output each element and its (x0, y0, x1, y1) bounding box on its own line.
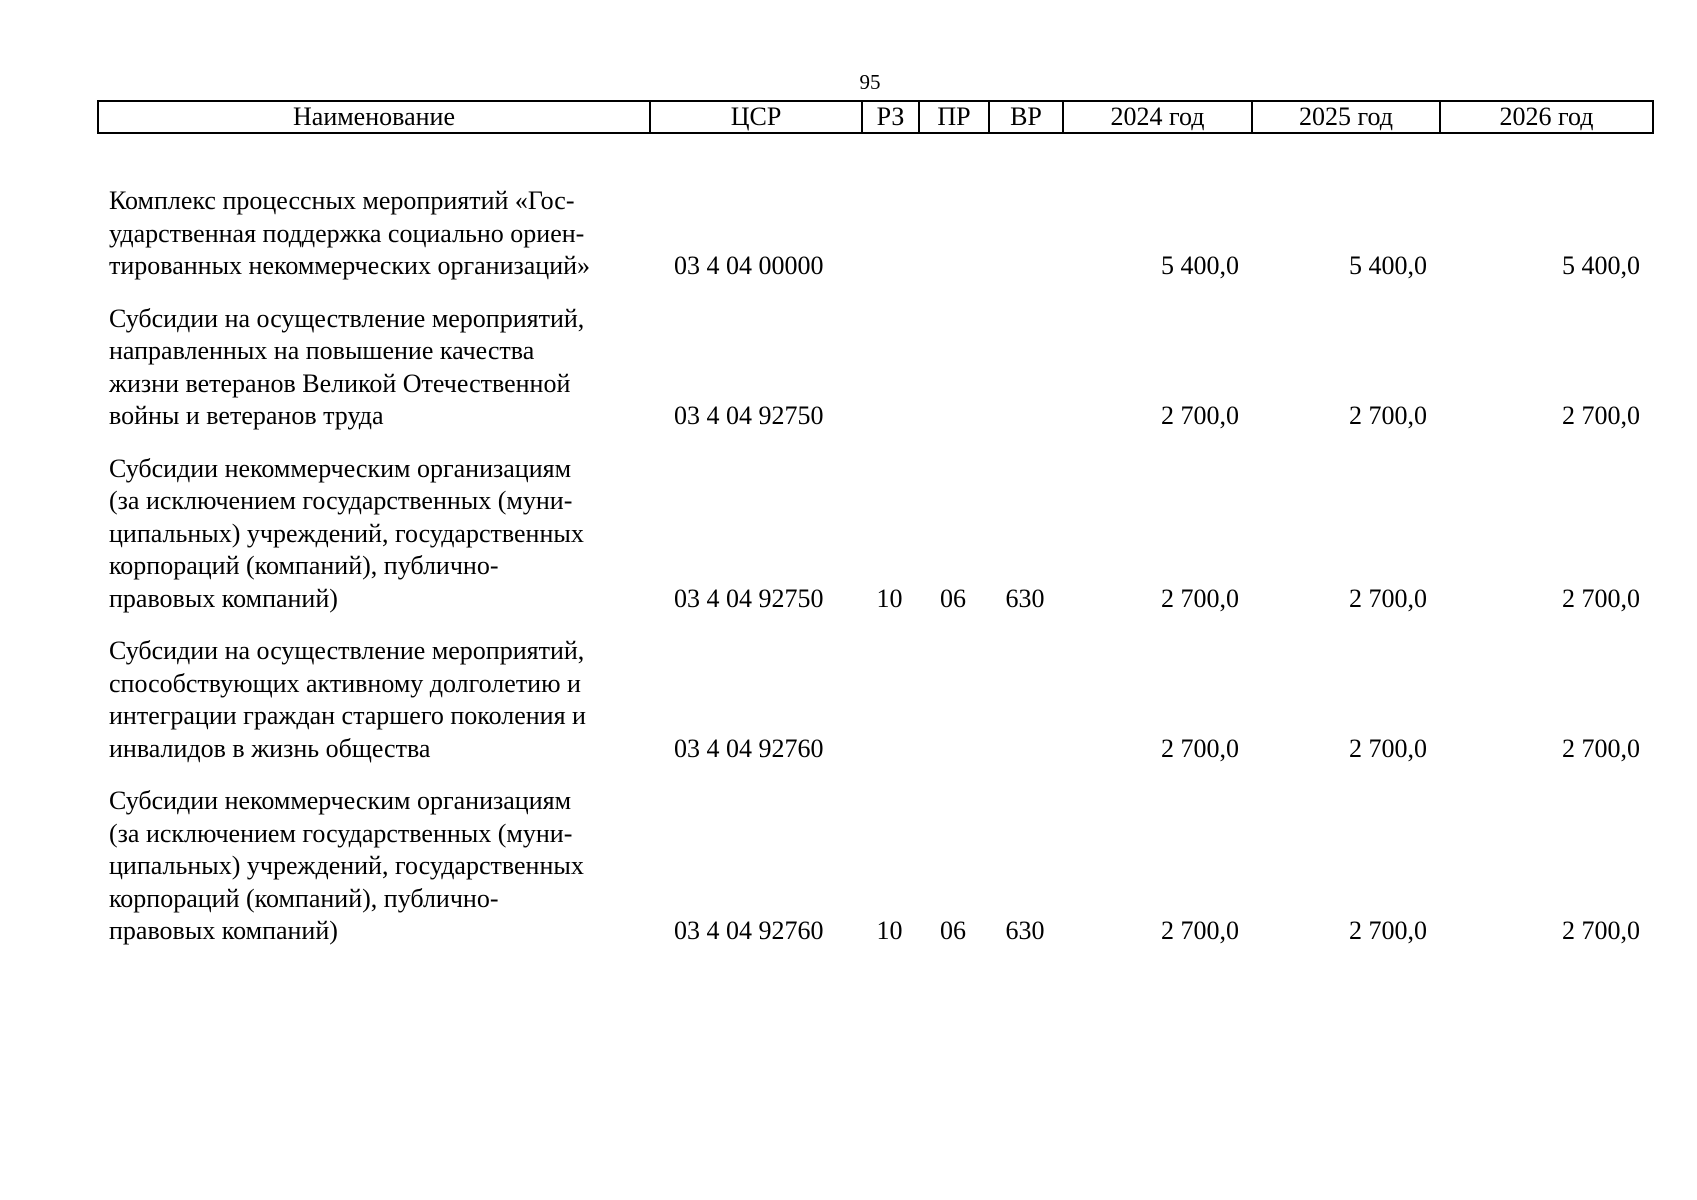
row-rz (861, 635, 918, 785)
header-name: Наименование (98, 101, 650, 133)
row-amount-2026: 2 700,0 (1562, 401, 1640, 430)
row-name-line: (за исключением государственных (муни- (109, 486, 573, 515)
row-name-line: (за исключением государственных (муни- (109, 818, 573, 848)
header-csr: ЦСР (650, 101, 862, 133)
row-amount-2024: 2 700,0 (1161, 916, 1239, 945)
row-name-line: Субсидии на осуществление мероприятий, (109, 303, 585, 333)
row-name (97, 453, 649, 636)
row-name-line: корпораций (компаний), публично- (109, 883, 499, 913)
row-name-line: войны и ветеранов труда (109, 401, 384, 430)
row-name-line: корпораций (компаний), публично- (109, 551, 499, 580)
header-2025: 2025 год (1252, 101, 1440, 133)
row-amount-2025: 2 700,0 (1349, 401, 1427, 430)
table-row (97, 635, 1652, 785)
row-csr: 03 4 04 00000 (674, 251, 824, 280)
budget-table (97, 185, 1652, 968)
table-row (97, 453, 1652, 636)
row-name-line: способствующих активному долголетию и (109, 668, 581, 698)
row-rz: 10 (876, 916, 903, 945)
row-vr (988, 185, 1062, 303)
header-2024: 2024 год (1063, 101, 1252, 133)
column-header-table (97, 100, 1654, 134)
row-name-line: Субсидии некоммерческим организациям (109, 453, 572, 483)
row-amount-2025: 5 400,0 (1349, 251, 1427, 280)
row-name-line: инвалидов в жизнь общества (109, 733, 431, 763)
row-name-line: ципальных) учреждений, государственных (109, 851, 584, 880)
row-pr: 06 (940, 583, 966, 613)
table-row (97, 785, 1652, 968)
row-vr: 630 (1005, 916, 1045, 945)
row-name-line: правовых компаний) (109, 583, 338, 613)
row-name-line: Субсидии некоммерческим организациям (109, 786, 572, 815)
row-name (97, 185, 649, 303)
row-name (97, 303, 649, 453)
row-name-line: ципальных) учреждений, государственных (109, 518, 584, 548)
row-amount-2026: 2 700,0 (1562, 583, 1640, 613)
row-amount-2024: 2 700,0 (1161, 583, 1239, 613)
row-amount-2024: 5 400,0 (1161, 251, 1239, 280)
row-csr: 03 4 04 92760 (674, 733, 824, 763)
table-row (97, 303, 1652, 453)
row-rz (861, 303, 918, 453)
row-name-line: ударственная поддержка социально ориен- (109, 218, 585, 248)
row-pr (918, 303, 988, 453)
row-name-line: правовых компаний) (109, 916, 338, 945)
row-vr (988, 303, 1062, 453)
row-amount-2025: 2 700,0 (1349, 916, 1427, 945)
page-number: 95 (859, 70, 881, 94)
row-csr: 03 4 04 92750 (674, 583, 824, 613)
row-amount-2026: 2 700,0 (1562, 733, 1640, 763)
row-name-line: Субсидии на осуществление мероприятий, (109, 636, 585, 665)
row-name (97, 785, 649, 968)
row-name-line: интеграции граждан старшего поколения и (109, 701, 586, 730)
table-row (97, 185, 1652, 303)
row-amount-2025: 2 700,0 (1349, 583, 1427, 613)
row-rz: 10 (876, 583, 903, 613)
row-pr (918, 635, 988, 785)
header-2026: 2026 год (1440, 101, 1653, 133)
header-rz: РЗ (862, 101, 919, 133)
row-amount-2026: 2 700,0 (1562, 916, 1640, 945)
row-name-line: тированных некоммерческих организаций» (109, 251, 591, 280)
row-rz (861, 185, 918, 303)
row-pr (918, 185, 988, 303)
row-vr (988, 635, 1062, 785)
row-name-line: Комплекс процессных мероприятий «Гос- (109, 186, 575, 215)
row-name-line: жизни ветеранов Великой Отечественной (109, 368, 571, 398)
row-csr: 03 4 04 92750 (674, 401, 824, 430)
row-amount-2025: 2 700,0 (1349, 733, 1427, 763)
header-row (98, 101, 1653, 133)
row-amount-2026: 5 400,0 (1562, 251, 1640, 280)
row-amount-2024: 2 700,0 (1161, 733, 1239, 763)
header-pr: ПР (919, 101, 989, 133)
header-vr: ВР (989, 101, 1063, 133)
row-name (97, 635, 649, 785)
row-vr: 630 (1005, 583, 1045, 613)
row-pr: 06 (940, 916, 966, 945)
row-name-line: направленных на повышение качества (109, 336, 535, 365)
row-amount-2024: 2 700,0 (1161, 401, 1239, 430)
row-csr: 03 4 04 92760 (674, 916, 824, 945)
